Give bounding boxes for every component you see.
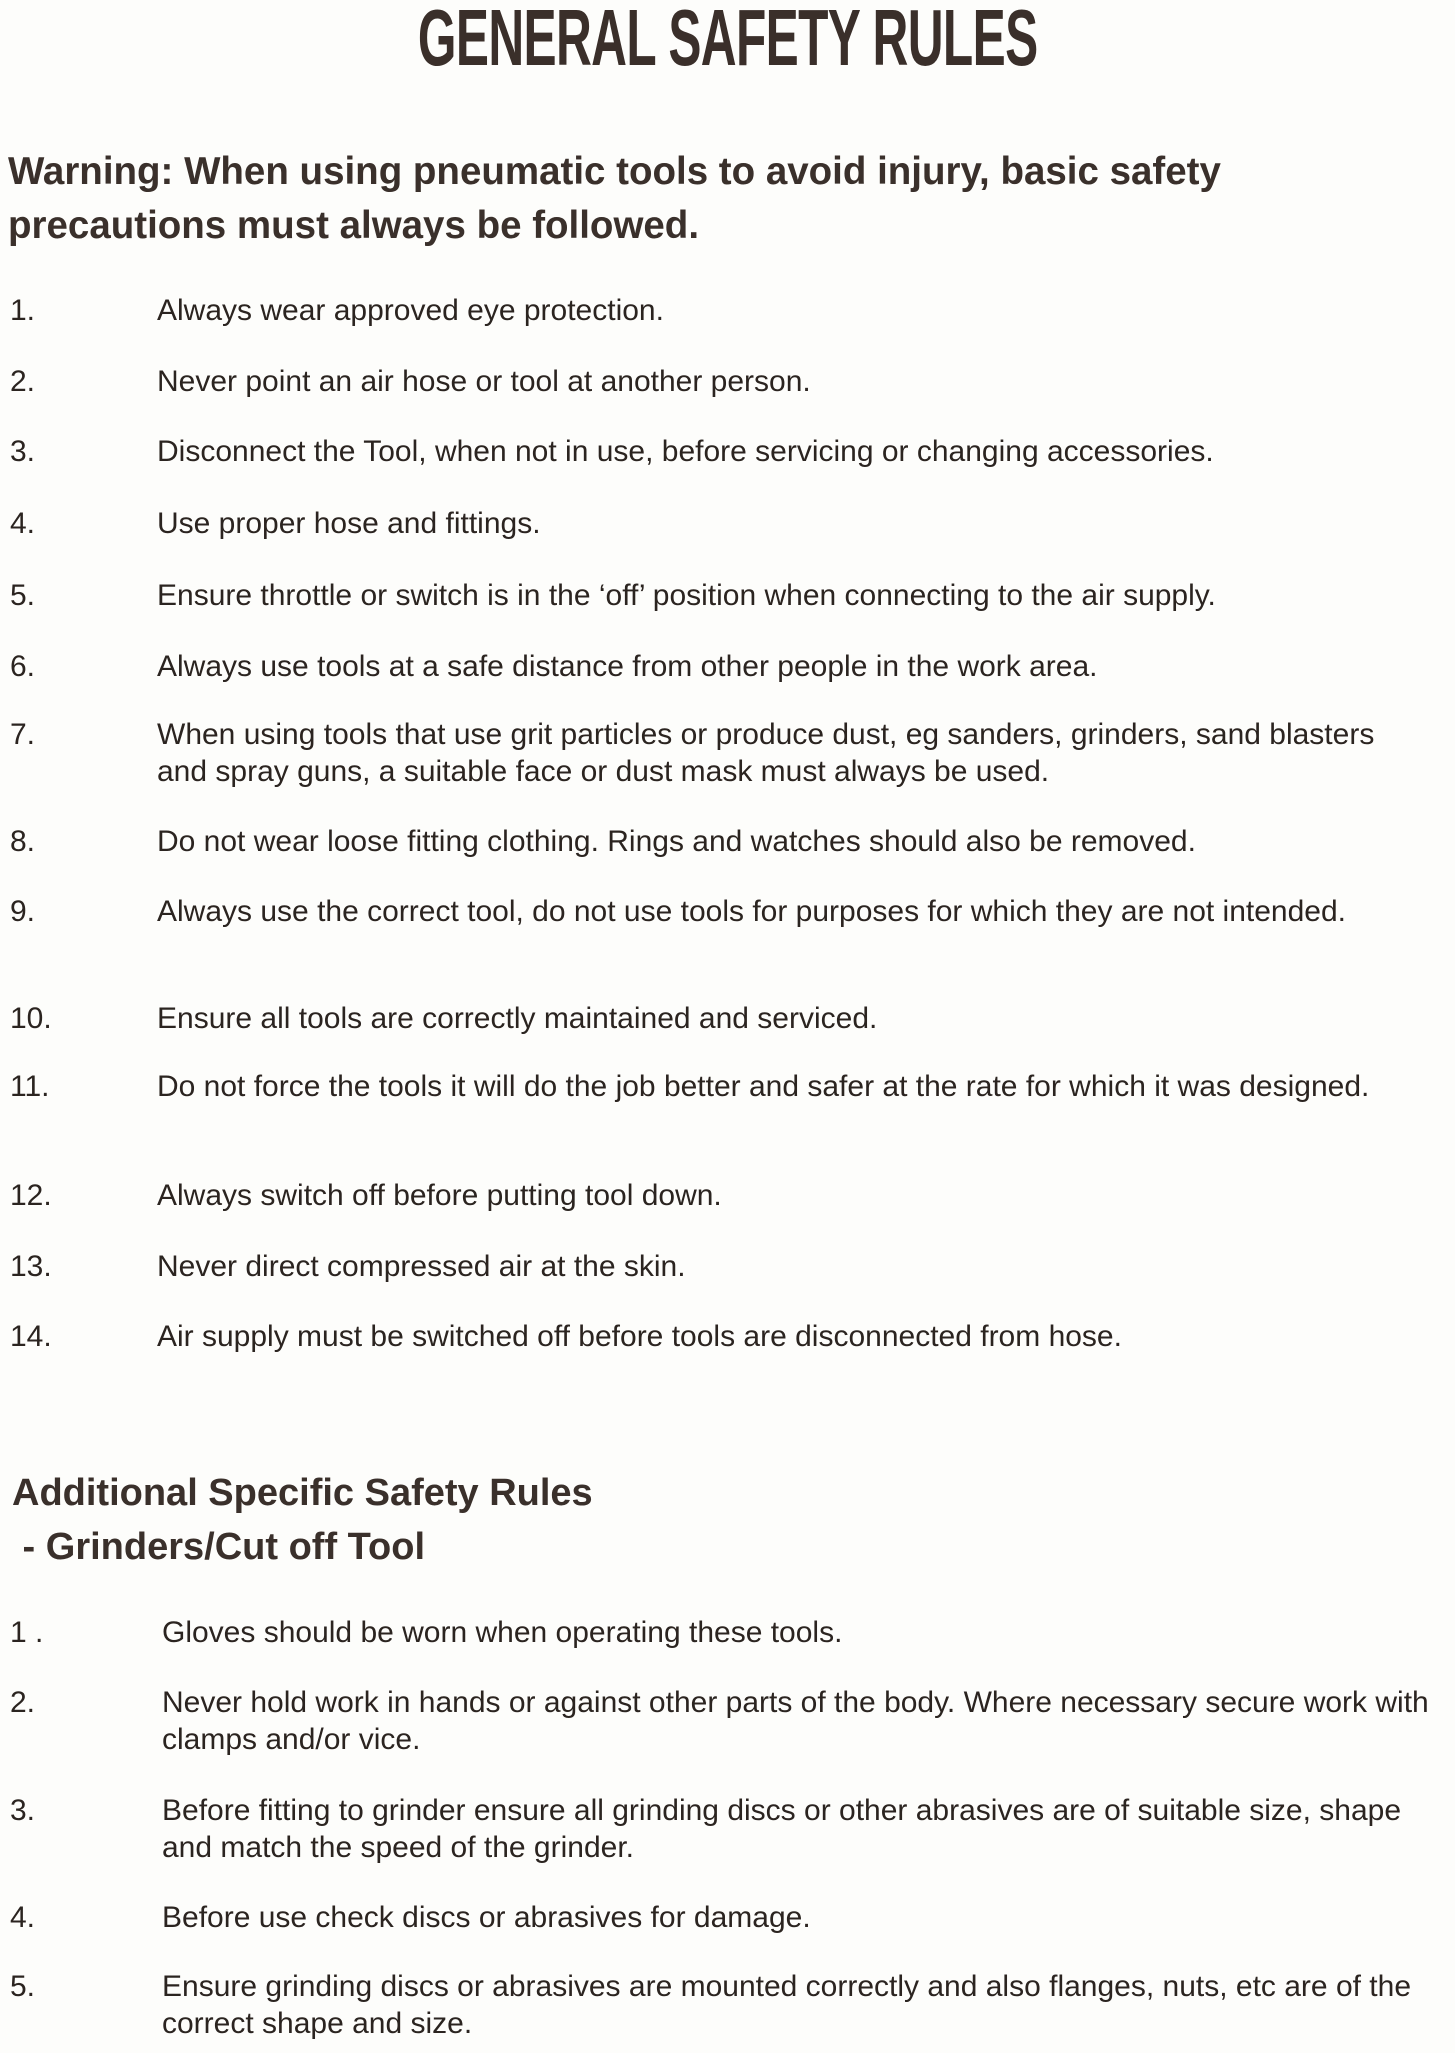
item-text: Never point an air hose or tool at another person. bbox=[157, 365, 811, 398]
item-number: 14. bbox=[10, 1320, 52, 1353]
item-text: Never direct compressed air at the skin. bbox=[157, 1250, 686, 1283]
item-text: Do not force the tools it will do the job better and safer at the rate for which it was designed. bbox=[157, 1070, 1370, 1103]
item-text: Disconnect the Tool, when not in use, before servicing or changing accessories. bbox=[157, 435, 1214, 468]
item-number: 7. bbox=[10, 718, 36, 751]
item-text: Before fitting to grinder ensure all grinding discs or other abrasives are of suitable size, shape and match the speed of the grinder. bbox=[162, 1794, 1402, 1864]
item-number: 12. bbox=[10, 1179, 52, 1212]
item-number: 13. bbox=[10, 1250, 52, 1283]
item-number: 5. bbox=[10, 579, 36, 612]
item-text: When using tools that use grit particles or produce dust, eg sanders, grinders, sand blasters and spray guns, a suitable face or dust mask must always be used. bbox=[157, 718, 1375, 788]
item-number: 8. bbox=[10, 825, 36, 858]
item-number: 10. bbox=[10, 1002, 52, 1035]
item-text: Before use check discs or abrasives for damage. bbox=[162, 1901, 811, 1934]
item-number: 1 . bbox=[10, 1616, 44, 1649]
section-subheading: - Grinders/Cut off Tool bbox=[12, 1526, 426, 1568]
item-text: Always switch off before putting tool down. bbox=[157, 1179, 722, 1212]
item-text: Always use tools at a safe distance from other people in the work area. bbox=[157, 650, 1098, 683]
item-number: 2. bbox=[10, 1686, 36, 1719]
item-text: Ensure throttle or switch is in the ‘off’ position when connecting to the air supply. bbox=[157, 579, 1216, 612]
item-text: Always use the correct tool, do not use tools for purposes for which they are not intended. bbox=[157, 895, 1346, 928]
item-number: 4. bbox=[10, 1901, 36, 1934]
item-text: Use proper hose and fittings. bbox=[157, 507, 541, 540]
item-text: Always wear approved eye protection. bbox=[157, 294, 664, 327]
item-number: 9. bbox=[10, 895, 36, 928]
item-number: 6. bbox=[10, 650, 36, 683]
item-number: 1. bbox=[10, 294, 36, 327]
warning-text: Warning: When using pneumatic tools to avoid injury, basic safety precautions must always be followed. bbox=[8, 150, 1221, 247]
item-text: Ensure all tools are correctly maintained and serviced. bbox=[157, 1002, 878, 1035]
item-text: Never hold work in hands or against other parts of the body. Where necessary secure work with clamps and/or vice. bbox=[162, 1686, 1429, 1756]
item-number: 2. bbox=[10, 365, 36, 398]
item-number: 3. bbox=[10, 1794, 36, 1827]
item-text: Ensure grinding discs or abrasives are mounted correctly and also flanges, nuts, etc are of the correct shape and size. bbox=[162, 1970, 1411, 2040]
item-text: Gloves should be worn when operating these tools. bbox=[162, 1616, 843, 1649]
item-text: Do not wear loose fitting clothing. Rings and watches should also be removed. bbox=[157, 825, 1196, 858]
page-title: GENERAL SAFETY RULES bbox=[417, 0, 1038, 82]
item-number: 5. bbox=[10, 1970, 36, 2003]
item-number: 11. bbox=[10, 1070, 50, 1103]
item-text: Air supply must be switched off before tools are disconnected from hose. bbox=[157, 1320, 1122, 1353]
item-number: 4. bbox=[10, 507, 36, 540]
item-number: 3. bbox=[10, 435, 36, 468]
section-heading: Additional Specific Safety Rules bbox=[12, 1472, 593, 1514]
